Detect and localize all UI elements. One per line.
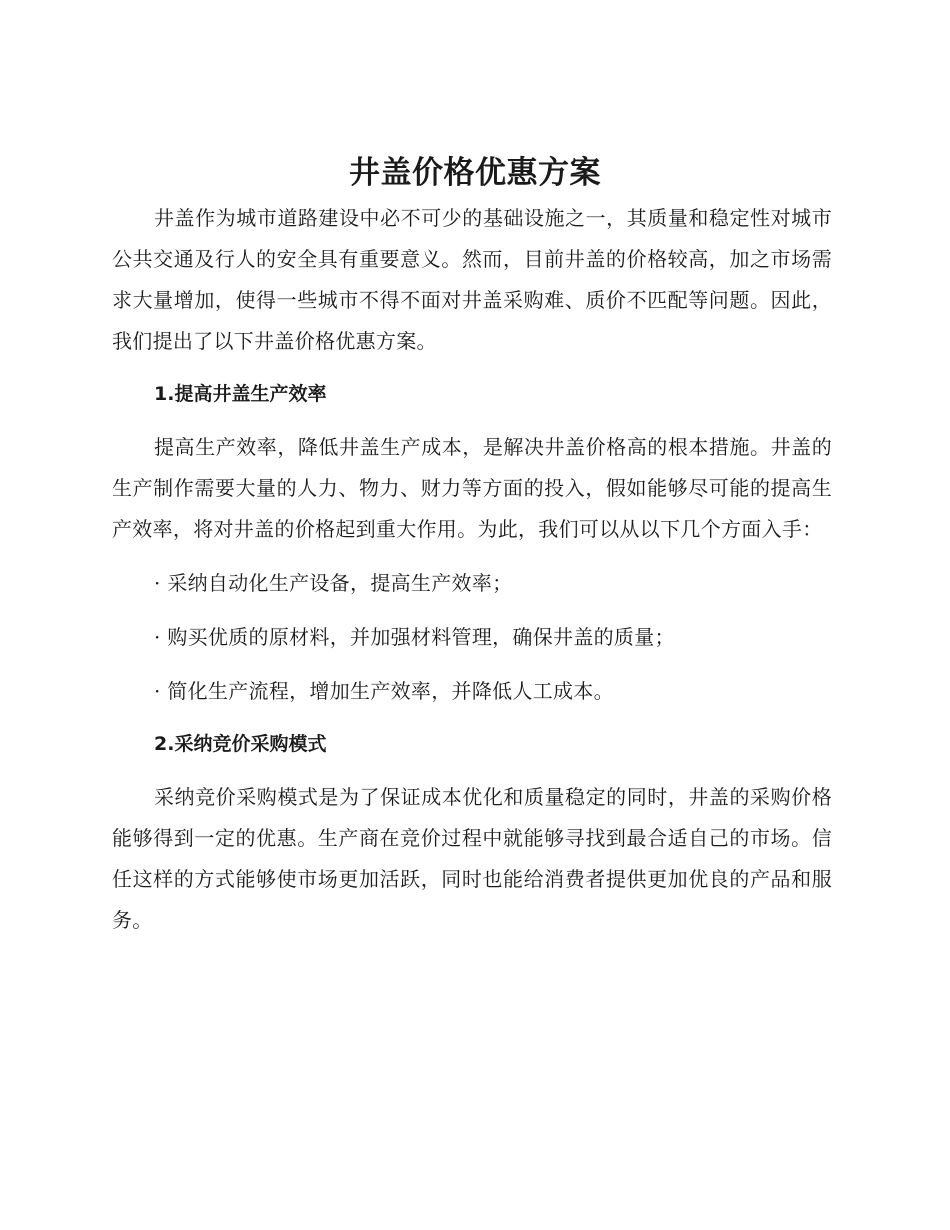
section-2-heading: 2.采纳竞价采购模式 <box>154 733 327 755</box>
section-1-paragraph: 提高生产效率，降低井盖生产成本，是解决井盖价格高的根本措施。井盖的生产制作需要大量的人力、物力、财力等方面的投入，假如能够尽可能的提高生产效率，将对井盖的价格起到重大作用。为此，我们可以从以下几个方面入手： <box>112 435 832 541</box>
bullet-item: · 采纳自动化生产设备，提高生产效率； <box>154 571 513 595</box>
bullet-item: · 购买优质的原材料，并加强材料管理，确保井盖的质量； <box>154 625 675 649</box>
bullet-item: · 简化生产流程，增加生产效率，并降低人工成本。 <box>154 679 614 703</box>
document-body <box>112 198 832 941</box>
intro-paragraph: 井盖作为城市道路建设中必不可少的基础设施之一，其质量和稳定性对城市公共交通及行人的安全具有重要意义。然而，目前井盖的价格较高，加之市场需求大量增加，使得一些城市不得不面对井盖采购难、质价不匹配等问题。因此，我们提出了以下井盖价格优惠方案。 <box>112 206 832 353</box>
section-2-paragraph: 采纳竞价采购模式是为了保证成本优化和质量稳定的同时，井盖的采购价格能够得到一定的优惠。生产商在竞价过程中就能够寻找到最合适自己的市场。信任这样的方式能够使市场更加活跃，同时也能给消费者提供更加优良的产品和服务。 <box>112 785 832 932</box>
document-title: 井盖价格优惠方案 <box>349 155 601 191</box>
section-1-heading: 1.提高井盖生产效率 <box>154 383 327 405</box>
